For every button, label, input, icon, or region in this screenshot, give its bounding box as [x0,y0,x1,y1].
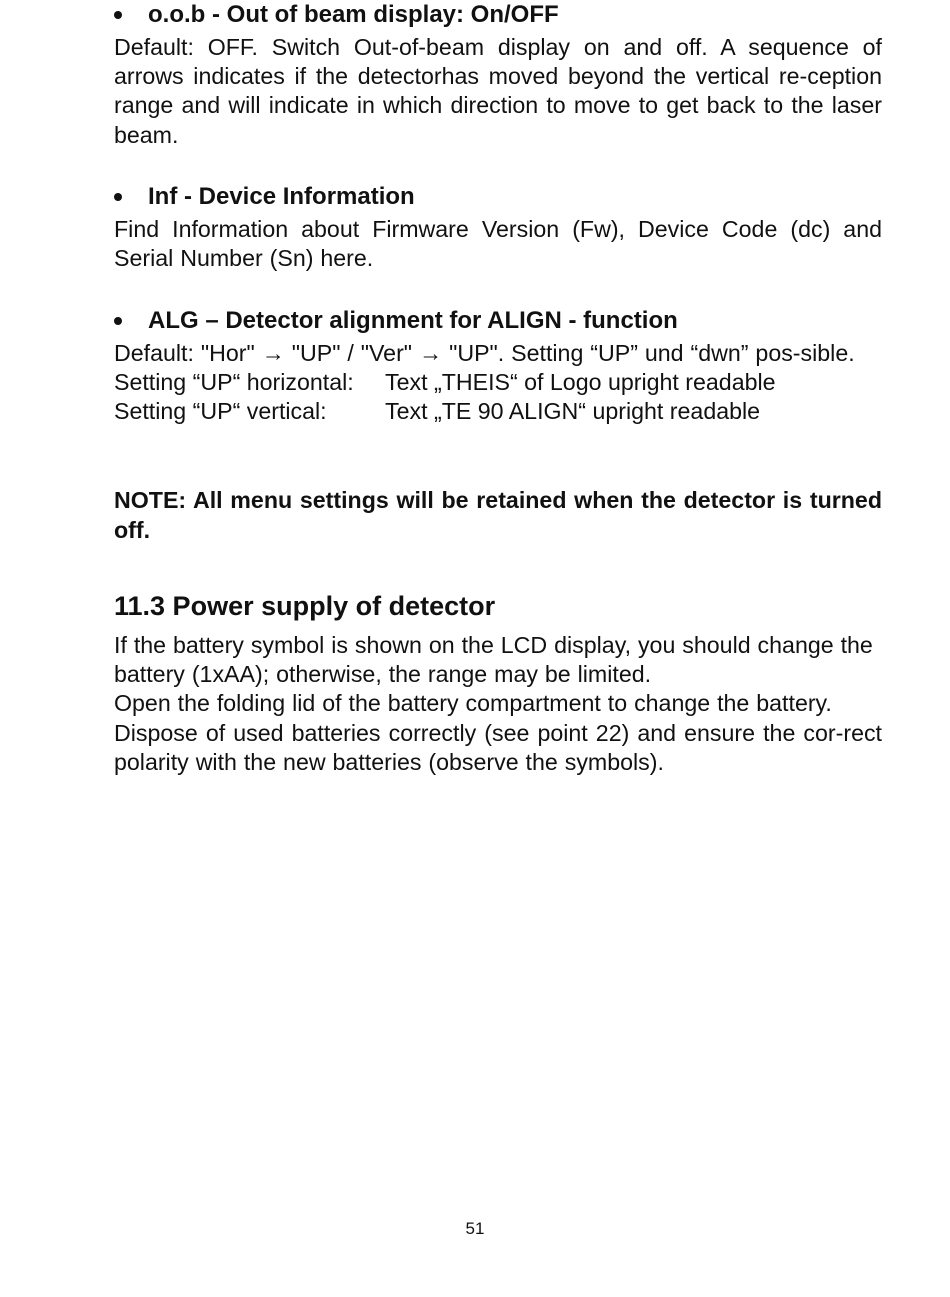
section-heading-alg: ALG – Detector alignment for ALIGN - function [114,306,882,335]
setting-row-vertical [114,397,882,426]
section-body-alg: Default: "Hor" → "UP" / "Ver" → "UP". Setting “UP” und “dwn” pos-sible. [114,340,855,366]
setting-label: Setting “UP“ horizontal: [114,369,354,396]
section-title-power: 11.3 Power supply of detector [114,591,496,621]
section-oob [114,0,882,150]
section-alg [114,306,882,427]
power-paragraph: Dispose of used batteries correctly (see point 22) and ensure the cor-rect polarity with the new batteries (observe the symbols). [114,719,882,775]
power-paragraph: If the battery symbol is shown on the LCD display, you should change the battery (1xAA); otherwise, the range may be limited. [114,632,873,688]
bullet-icon [114,317,122,325]
section-inf [114,182,882,273]
section-power-supply [114,590,882,777]
section-heading-oob: o.o.b - Out of beam display: On/OFF [114,0,882,29]
bullet-icon [114,11,122,19]
setting-row-horizontal [114,368,882,397]
bullet-icon [114,193,122,201]
setting-value: Text „THEIS“ of Logo upright readable [385,369,776,396]
page-number: 51 [465,1219,485,1238]
setting-value: Text „TE 90 ALIGN“ upright readable [385,398,761,425]
section-body-oob: Default: OFF. Switch Out-of-beam display on and off. A sequence of arrows indicates if the detectorhas moved beyond the vertical re-ception range and will indicate in which direction to move to get back to the laser beam. [114,34,882,148]
section-body-inf: Find Information about Firmware Version (Fw), Device Code (dc) and Serial Number (Sn) here. [114,216,882,272]
setting-label: Setting “UP“ vertical: [114,398,327,425]
note-text: NOTE: All menu settings will be retained when the detector is turned off. [114,487,882,543]
section-heading-inf: Inf - Device Information [114,182,882,211]
power-paragraph: Open the folding lid of the battery compartment to change the battery. [114,690,832,717]
